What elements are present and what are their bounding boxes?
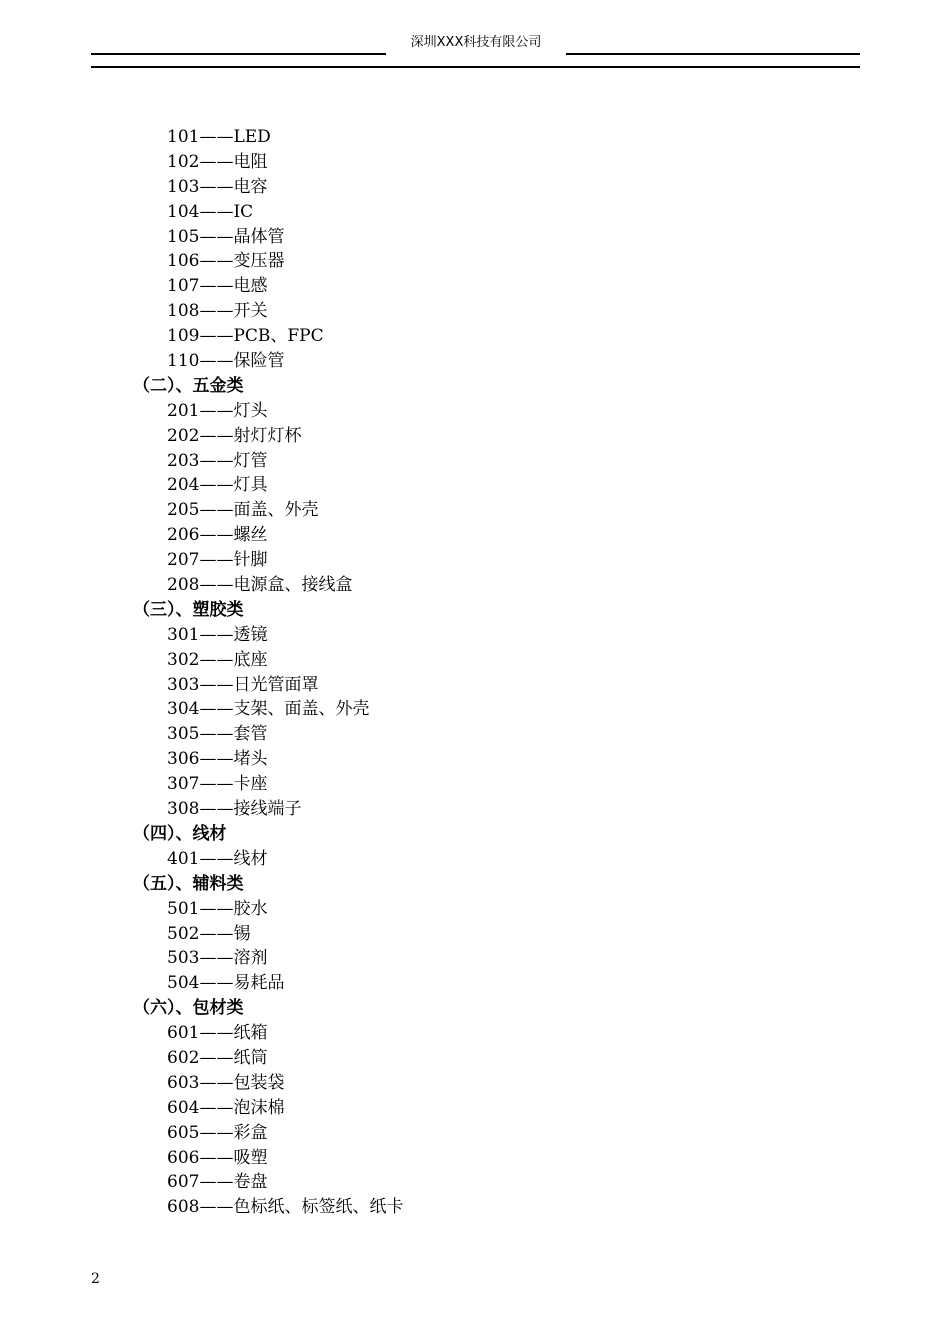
list-item: 104——IC (167, 201, 254, 222)
section-heading: （五）、辅料类 (133, 873, 244, 894)
list-item: 603——包装袋 (167, 1072, 285, 1093)
list-item: 503——溶剂 (167, 948, 268, 969)
list-item: 501——胶水 (167, 898, 268, 919)
header-company-name: 深圳XXX科技有限公司 (410, 35, 542, 50)
section-heading: （三）、塑胶类 (133, 599, 244, 620)
page-number: 2 (91, 1271, 100, 1287)
list-item: 201——灯头 (167, 400, 268, 421)
list-item: 106——变压器 (167, 251, 285, 272)
list-item: 206——螺丝 (167, 525, 268, 546)
list-item: 105——晶体管 (167, 226, 285, 247)
list-item: 502——锡 (167, 923, 251, 944)
document-body (0, 125, 950, 1220)
list-item: 204——灯具 (167, 475, 268, 496)
list-item: 606——吸塑 (167, 1147, 268, 1168)
list-item: 307——卡座 (167, 774, 268, 795)
list-item: 601——纸箱 (167, 1023, 268, 1044)
section-heading: （六）、包材类 (133, 998, 244, 1019)
list-item: 303——日光管面罩 (167, 674, 319, 695)
list-item: 202——射灯灯杯 (167, 425, 302, 446)
list-item: 110——保险管 (167, 351, 285, 372)
list-item: 107——电感 (167, 276, 268, 297)
list-item: 203——灯管 (167, 450, 268, 471)
header-line-left (91, 53, 386, 55)
header-line-right (566, 53, 860, 55)
list-item: 306——堵头 (167, 749, 268, 770)
list-item: 608——色标纸、标签纸、纸卡 (167, 1197, 404, 1218)
list-item: 401——线材 (167, 848, 268, 869)
list-item: 604——泡沫棉 (167, 1097, 285, 1118)
section-heading: （四）、线材 (133, 823, 227, 844)
list-item: 205——面盖、外壳 (167, 500, 319, 521)
list-item: 605——彩盒 (167, 1122, 268, 1143)
list-item: 103——电容 (167, 176, 268, 197)
page-header (0, 0, 950, 80)
list-item: 302——底座 (167, 649, 268, 670)
section-heading: （二）、五金类 (133, 375, 244, 396)
list-item: 101——LED (167, 127, 271, 147)
header-rule (91, 66, 860, 68)
list-item: 308——接线端子 (167, 799, 302, 820)
list-item: 102——电阻 (167, 151, 268, 172)
list-item: 208——电源盒、接线盒 (167, 575, 353, 596)
list-item: 304——支架、面盖、外壳 (167, 699, 370, 720)
list-item: 602——纸筒 (167, 1047, 268, 1068)
list-item: 305——套管 (167, 724, 268, 745)
list-item: 607——卷盘 (167, 1172, 268, 1193)
list-item: 504——易耗品 (167, 973, 285, 994)
list-item: 109——PCB、FPC (167, 326, 324, 347)
list-item: 108——开关 (167, 301, 268, 322)
list-item: 207——针脚 (167, 550, 268, 571)
list-item: 301——透镜 (167, 624, 268, 645)
